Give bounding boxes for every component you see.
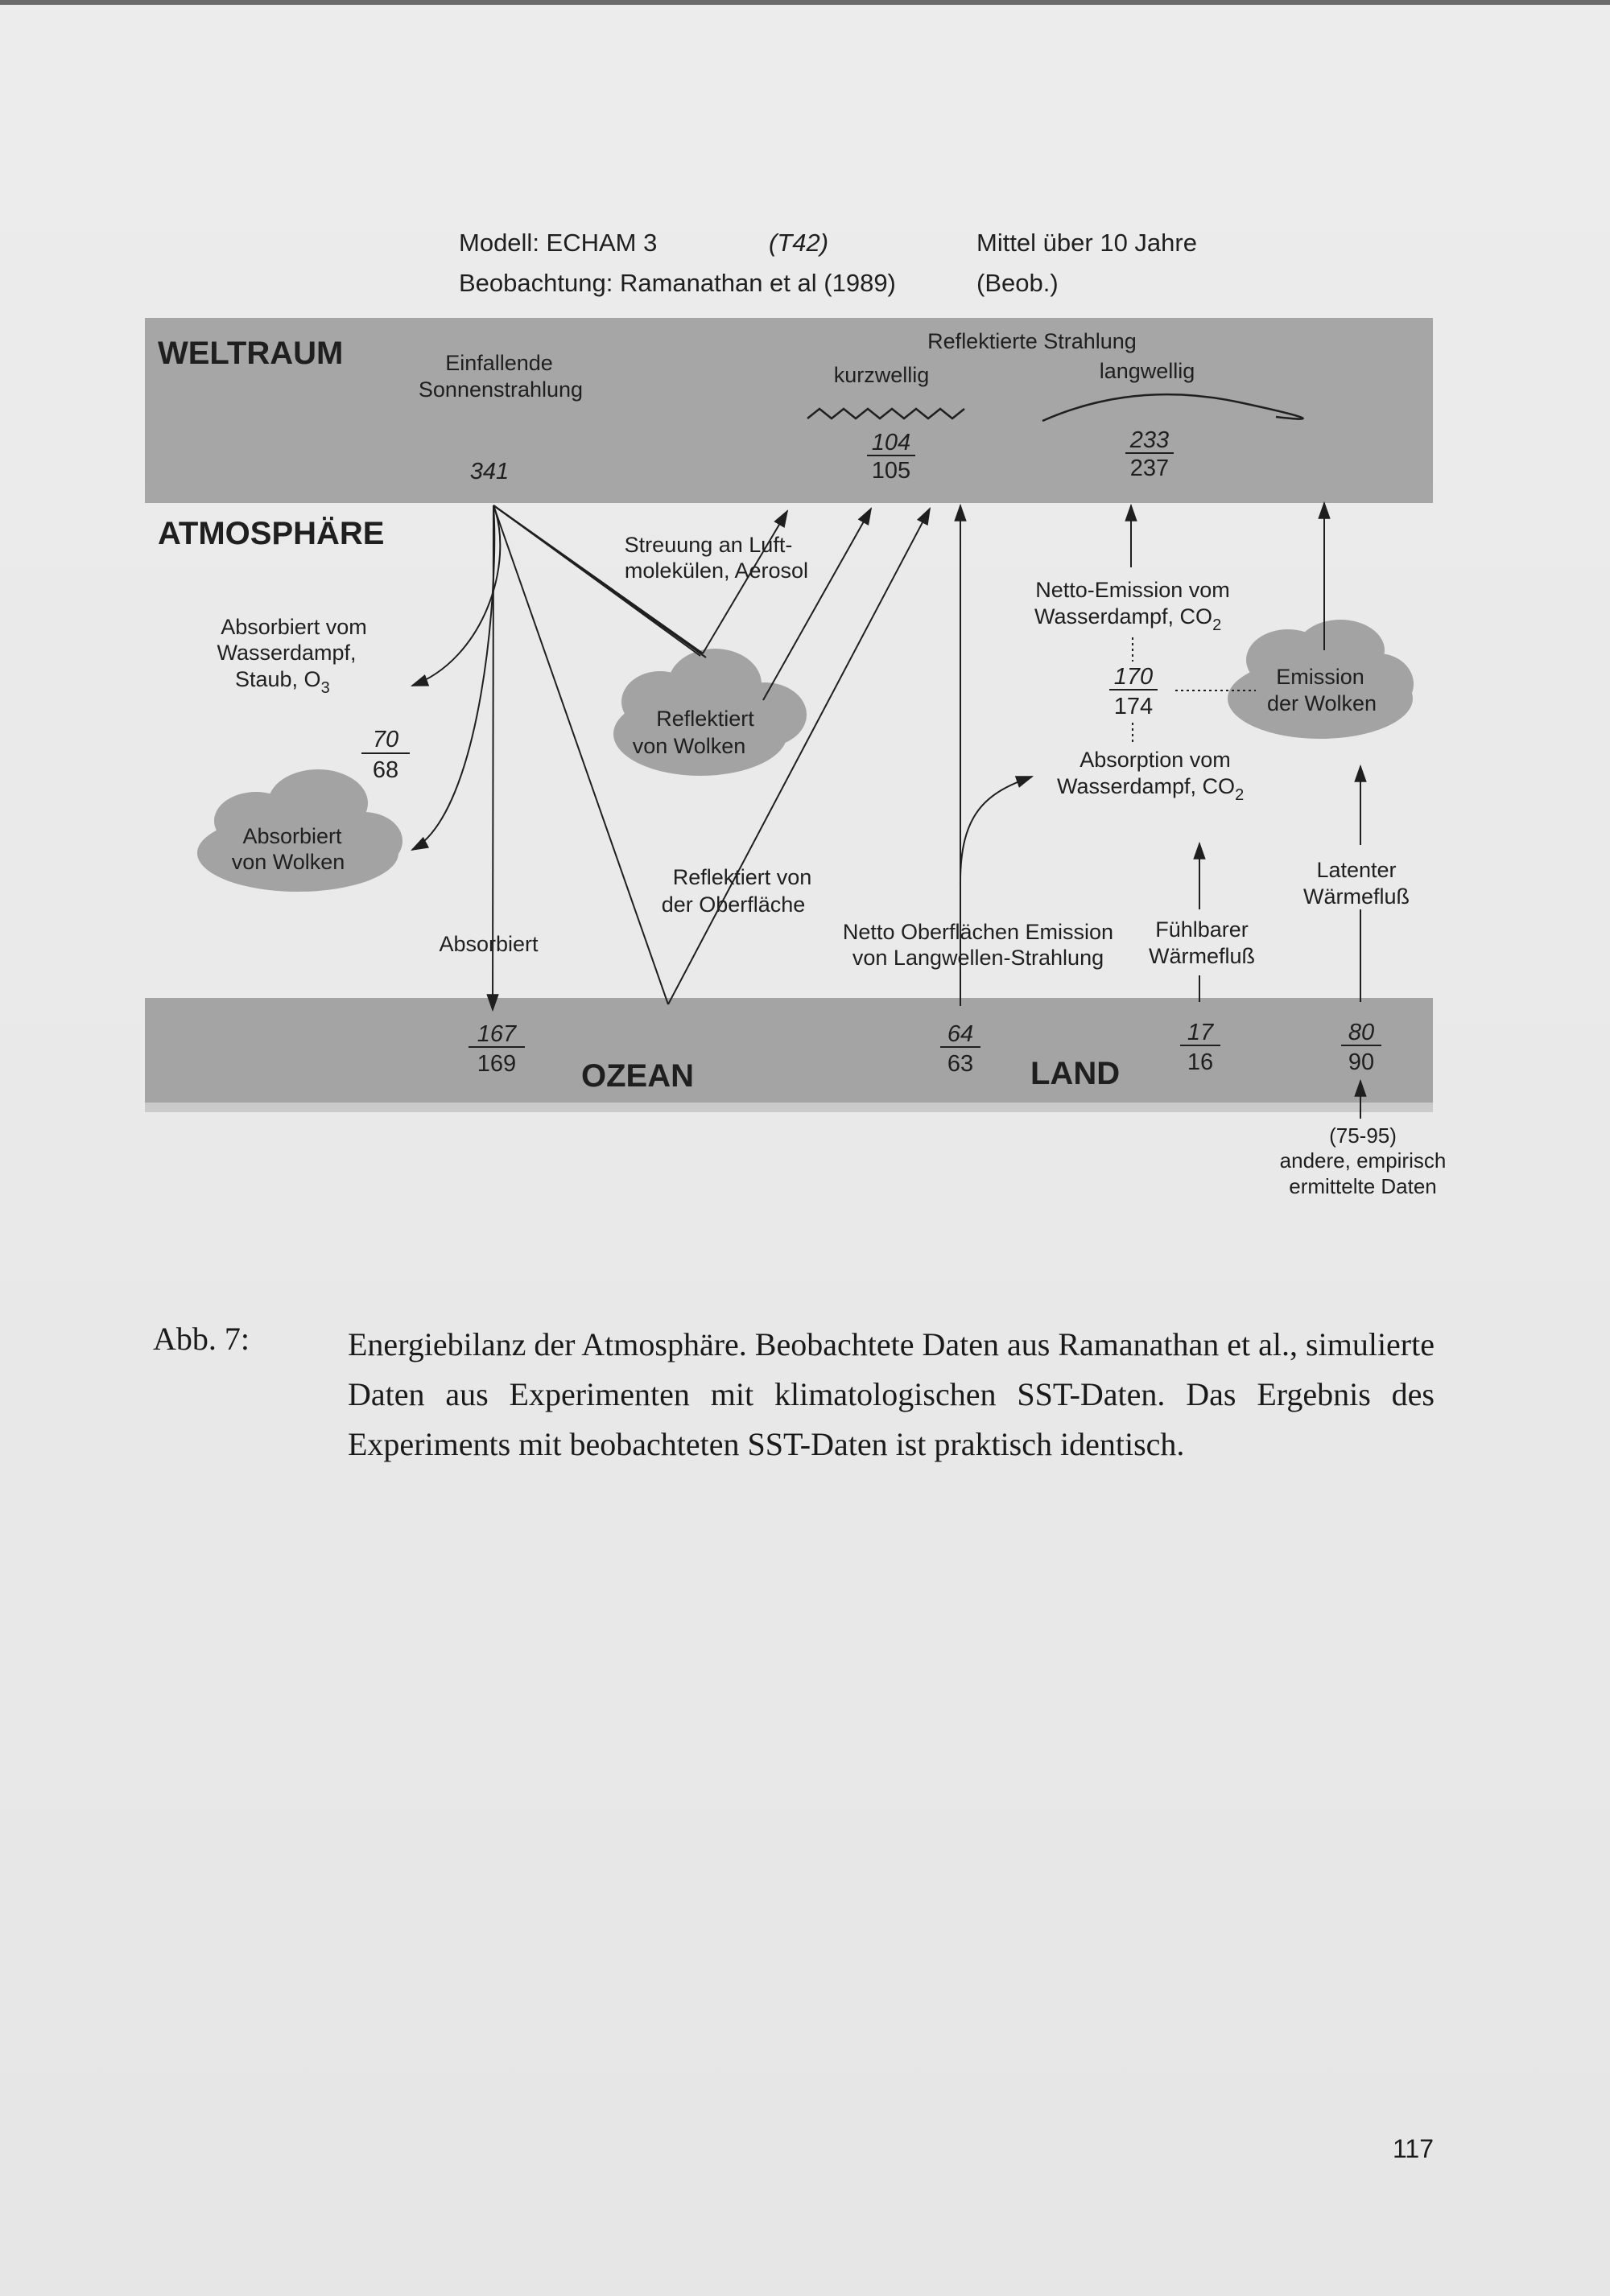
net-emission-label-line1: Netto-Emission vom [1035,578,1230,602]
absorbed-clouds-label-line2: von Wolken [231,850,345,874]
reflected-clouds-label-line1: Reflektiert [656,707,754,731]
atm-absorbed-model-value: 70 [372,727,399,752]
latent-label-line1: Latenter [1316,858,1397,882]
net-surface-label-line1: Netto Oberflächen Emission [842,920,1114,944]
net-emission-label-line2 [1034,604,1221,634]
caption-text: Energiebilanz der Atmosphäre. Beobachtete Daten aus Ramanathan et al., simulierte Daten aus Experimenten mit klimatologischen SST-Daten. Das Ergebnis des Experiments mit beobachteten SST-Daten ist praktisch identisch. [348,1326,1435,1462]
observation-label: Beobachtung: Ramanathan et al (1989) [459,269,896,297]
reflected-clouds-label-line2: von Wolken [632,734,746,758]
longwave-model-value: 233 [1129,427,1170,453]
surface-band [145,998,1433,1103]
longwave-label: langwellig [1099,359,1195,383]
net-emission-subscript: 2 [1212,616,1222,634]
surface-reflect-label-line2: der Oberfläche [661,892,806,917]
absorbed-vapor-subscript: 3 [320,679,330,697]
net-emission-text: Wasserdampf, CO [1034,604,1213,629]
surface-emission-model-value: 64 [947,1021,974,1047]
latent-obs-value: 90 [1348,1049,1375,1075]
scattering-label-line1: Streuung an Luft- [624,533,793,557]
observation-tag: (Beob.) [976,269,1059,297]
cloud-emission-label-line1: Emission [1276,665,1364,689]
absorbed-vapor-label-line2: Wasserdampf, [217,641,357,665]
absorbed-clouds-label-line1: Absorbiert [242,824,342,848]
caption-label: Abb. 7: [153,1321,250,1357]
resolution-label: (T42) [769,229,829,257]
atmosphere-title: ATMOSPHÄRE [158,516,385,551]
sensible-obs-value: 16 [1187,1049,1214,1075]
cloud-emission-label-line2: der Wolken [1266,691,1377,715]
longwave-obs-value: 237 [1129,455,1170,481]
absorbed-vapor-text: Staub, O [235,667,321,691]
incoming-label-line2: Sonnenstrahlung [418,377,584,402]
incoming-value: 341 [469,459,510,484]
incoming-label-line1: Einfallende [445,351,553,375]
absorption-vapor-subscript: 2 [1235,786,1245,804]
other-data-line1: (75-95) [1329,1123,1397,1148]
absorption-vapor-label-line2 [1057,774,1244,804]
model-label: Modell: ECHAM 3 [459,229,658,257]
space-title: WELTRAUM [158,336,344,371]
net-emission-model-value: 170 [1113,664,1154,690]
absorbed-vapor-label-line3 [235,667,330,697]
latent-model-value: 80 [1348,1020,1375,1045]
absorbed-label: Absorbiert [439,932,539,956]
surface-absorbed-obs-value: 169 [477,1051,517,1077]
shortwave-model-value: 104 [871,430,911,455]
surface-reflect-label-line1: Reflektiert von [672,865,812,889]
surface-band-shadow [145,1103,1433,1112]
atm-absorbed-obs-value: 68 [372,757,399,783]
surface-absorbed-model-value: 167 [477,1021,517,1047]
absorption-vapor-text: Wasserdampf, CO [1057,774,1236,798]
mean-label: Mittel über 10 Jahre [976,229,1197,257]
surface-emission-obs-value: 63 [947,1051,974,1077]
latent-label-line2: Wärmefluß [1302,884,1410,909]
page-number: 117 [1393,2134,1435,2163]
other-data-line2: andere, empirisch [1279,1148,1447,1173]
net-surface-label-line2: von Langwellen-Strahlung [852,946,1104,970]
net-emission-obs-value: 174 [1113,694,1154,719]
ocean-title: OZEAN [581,1058,694,1094]
sensible-label-line2: Wärmefluß [1148,944,1256,968]
net-emission-fraction [1109,664,1158,719]
shortwave-obs-value: 105 [871,458,911,484]
absorbed-vapor-label-line1: Absorbiert vom [221,615,367,639]
land-title: LAND [1030,1056,1121,1091]
shortwave-label: kurzwellig [833,363,930,387]
sensible-model-value: 17 [1187,1020,1214,1045]
atm-absorbed-fraction [361,727,410,783]
absorption-vapor-label-line1: Absorption vom [1080,748,1231,772]
reflected-radiation-title: Reflektierte Strahlung [927,329,1137,353]
scattering-label-line2: molekülen, Aerosol [624,559,809,583]
sensible-label-line1: Fühlbarer [1155,917,1249,942]
other-data-line3: ermittelte Daten [1289,1174,1437,1198]
